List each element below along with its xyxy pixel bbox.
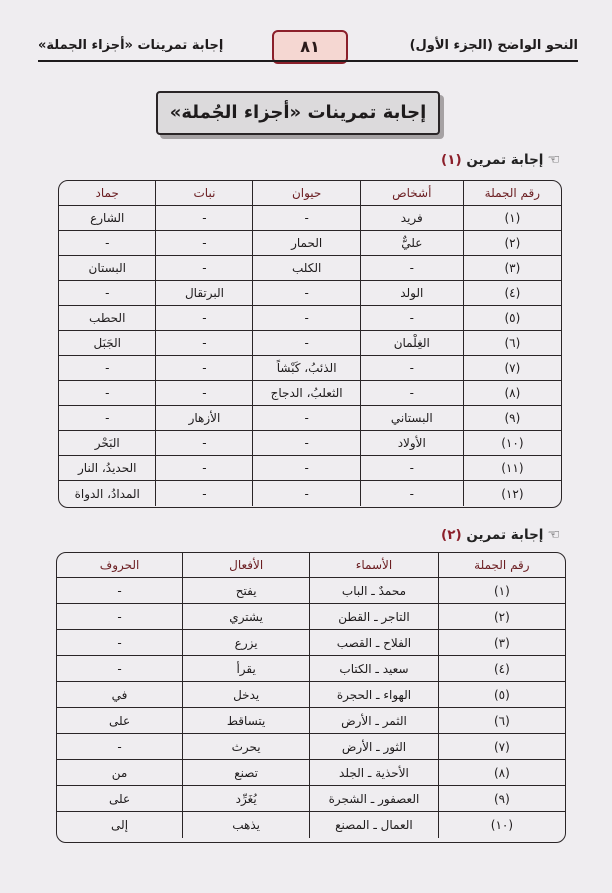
table-cell: الحطب: [59, 306, 155, 331]
table-cell: الحمار: [252, 231, 359, 256]
table-cell: -: [155, 431, 252, 456]
table-cell: الثور ـ الأرض: [309, 734, 438, 760]
table-row: [57, 812, 565, 838]
table-cell: إلى: [111, 818, 129, 832]
col-header: رقم الجملة: [463, 181, 561, 206]
table-cell: -: [360, 256, 463, 281]
table-cell: -: [155, 306, 252, 331]
table-cell: يتساقط: [182, 708, 309, 734]
table-cell: -: [252, 456, 359, 481]
table-cell: يُغَرِّد: [182, 786, 309, 812]
table-cell: الشارع: [59, 206, 155, 231]
table-cell: الفلاح ـ القصب: [309, 630, 438, 656]
row-number-cell: (٨): [438, 760, 565, 786]
table-cell: -: [252, 281, 359, 306]
table-cell: يزرع: [182, 630, 309, 656]
row-number-cell: (٥): [463, 306, 561, 331]
header-rule: [38, 60, 578, 62]
row-number-cell: (٤): [463, 281, 561, 306]
table-cell: -: [252, 431, 359, 456]
table-cell: الثعلبُ، الدجاج: [252, 381, 359, 406]
exercise-2-table: [56, 552, 566, 843]
row-number-cell: (١٠): [438, 812, 565, 838]
table-cell: من: [57, 760, 182, 786]
table-cell: الجَبَل: [59, 331, 155, 356]
table-cell: محمدٌ ـ الباب: [309, 578, 438, 604]
row-number-cell: (١): [438, 578, 565, 604]
table-cell: -: [155, 456, 252, 481]
pointing-hand-icon: ☜: [547, 527, 560, 543]
table-cell: الغِلْمان: [360, 331, 463, 356]
table-cell: -: [155, 356, 252, 381]
table-cell: -: [59, 406, 155, 431]
table-cell: العمال ـ المصنع: [309, 812, 438, 838]
table-cell: في: [57, 682, 182, 708]
chapter-title: إجابة تمرينات «أجزاء الجُملة»: [169, 102, 427, 123]
row-number-cell: (٣): [463, 256, 561, 281]
col-header: أشخاص: [360, 181, 463, 206]
row-number-cell: (٢): [438, 604, 565, 630]
table-row: [57, 682, 565, 708]
table-cell: الحديدُ، النار: [59, 456, 155, 481]
col-header: رقم الجملة: [438, 553, 565, 578]
table-cell: -: [155, 481, 252, 506]
table-cell: -: [57, 578, 182, 604]
col-header: الأسماء: [309, 553, 438, 578]
table-cell: البستاني: [360, 406, 463, 431]
table-cell: -: [252, 306, 359, 331]
table-cell: -: [59, 231, 155, 256]
table-row: [57, 708, 565, 734]
row-number-cell: (٦): [463, 331, 561, 356]
table-cell: -: [59, 356, 155, 381]
row-number-cell: (٥): [438, 682, 565, 708]
exercise-1-heading: [441, 152, 560, 168]
exercise-2-label: إجابة تمرين: [466, 527, 544, 543]
table-cell: -: [155, 231, 252, 256]
table-row: [57, 760, 565, 786]
table-cell: البَحْر: [59, 431, 155, 456]
pointing-hand-icon: ☜: [547, 152, 560, 168]
table-cell: -: [57, 734, 182, 760]
table-cell: الأولاد: [360, 431, 463, 456]
table-row: [57, 734, 565, 760]
table-row: [59, 231, 561, 256]
table-cell: على: [57, 786, 182, 812]
row-number-cell: (١١): [463, 456, 561, 481]
table-cell: يقرأ: [182, 656, 309, 682]
table-cell: الأحذية ـ الجلد: [309, 760, 438, 786]
table-row: [59, 281, 561, 306]
table-row: [57, 578, 565, 604]
exercise-1-grid: [59, 181, 561, 506]
table-cell: تصنع: [182, 760, 309, 786]
table-row: [59, 256, 561, 281]
table-cell: الهواء ـ الحجرة: [309, 682, 438, 708]
table-cell: عليٌّ: [360, 231, 463, 256]
table-cell: -: [155, 256, 252, 281]
table-cell: الذئبُ، كَبْشاً: [252, 356, 359, 381]
table-cell: -: [57, 656, 182, 682]
exercise-2-number: (٢): [441, 527, 462, 543]
table-cell: البستان: [59, 256, 155, 281]
table-row: [57, 630, 565, 656]
table-cell: البرتقال: [155, 281, 252, 306]
col-header: حيوان: [252, 181, 359, 206]
table-row: [57, 786, 565, 812]
table-row: [59, 331, 561, 356]
table-cell: الكلب: [252, 256, 359, 281]
table-cell: الولد: [360, 281, 463, 306]
table-row: [59, 206, 561, 231]
table-cell: فريد: [360, 206, 463, 231]
table-cell: -: [59, 281, 155, 306]
table-cell: -: [360, 306, 463, 331]
row-number-cell: (٧): [463, 356, 561, 381]
table-cell: -: [155, 206, 252, 231]
col-header: الأفعال: [182, 553, 309, 578]
table-row: [59, 381, 561, 406]
row-number-cell: (٧): [438, 734, 565, 760]
table-row: [59, 456, 561, 481]
row-number-cell: (١٢): [463, 481, 561, 506]
table-cell: الأزهار: [155, 406, 252, 431]
row-number-cell: (٣): [438, 630, 565, 656]
row-number-cell: (٨): [463, 381, 561, 406]
table-cell: سعيد ـ الكتاب: [309, 656, 438, 682]
section-title: إجابة تمرينات «أجزاء الجملة»: [38, 38, 224, 53]
row-number-cell: (١): [463, 206, 561, 231]
table-cell: -: [360, 481, 463, 506]
table-cell: -: [360, 456, 463, 481]
row-number-cell: (٦): [438, 708, 565, 734]
table-row: [59, 356, 561, 381]
running-header: [38, 30, 578, 70]
table-cell: -: [252, 481, 359, 506]
table-cell: -: [252, 331, 359, 356]
col-header: جماد: [59, 181, 155, 206]
exercise-1-label: إجابة تمرين: [466, 152, 544, 168]
table-cell: يدخل: [182, 682, 309, 708]
row-number-cell: (٩): [438, 786, 565, 812]
table-row: [59, 481, 561, 506]
table-row: [57, 656, 565, 682]
table-cell: -: [360, 381, 463, 406]
table-row: [59, 406, 561, 431]
table-row: [59, 306, 561, 331]
table-cell: -: [252, 406, 359, 431]
row-number-cell: (٩): [463, 406, 561, 431]
chapter-title-box: [156, 91, 440, 135]
table-cell: يفتح: [182, 578, 309, 604]
table-row: [57, 604, 565, 630]
book-title: النحو الواضح (الجزء الأول): [409, 38, 578, 53]
table-cell: -: [155, 381, 252, 406]
exercise-1-table: [58, 180, 562, 508]
table-cell: يشتري: [182, 604, 309, 630]
exercise-2-heading: [441, 527, 560, 543]
table-cell: -: [59, 381, 155, 406]
exercise-1-number: (١): [441, 152, 462, 168]
row-number-cell: (١٠): [463, 431, 561, 456]
table-cell: -: [57, 604, 182, 630]
table-cell: الثمر ـ الأرض: [309, 708, 438, 734]
table-row: [59, 431, 561, 456]
col-header: الحروف: [57, 553, 182, 578]
col-header: نبات: [155, 181, 252, 206]
row-number-cell: (٤): [438, 656, 565, 682]
table-cell: التاجر ـ القطن: [309, 604, 438, 630]
table-cell: -: [360, 356, 463, 381]
table-cell: على: [57, 708, 182, 734]
exercise-2-grid: [57, 553, 565, 838]
table-cell: -: [252, 206, 359, 231]
table-cell: العصفور ـ الشجرة: [309, 786, 438, 812]
table-cell: -: [57, 630, 182, 656]
table-cell: المدادُ، الدواة: [74, 486, 140, 501]
row-number-cell: (٢): [463, 231, 561, 256]
table-cell: يذهب: [182, 812, 309, 838]
page-number-badge: ٨١: [272, 30, 348, 64]
table-cell: يحرث: [182, 734, 309, 760]
table-cell: -: [155, 331, 252, 356]
